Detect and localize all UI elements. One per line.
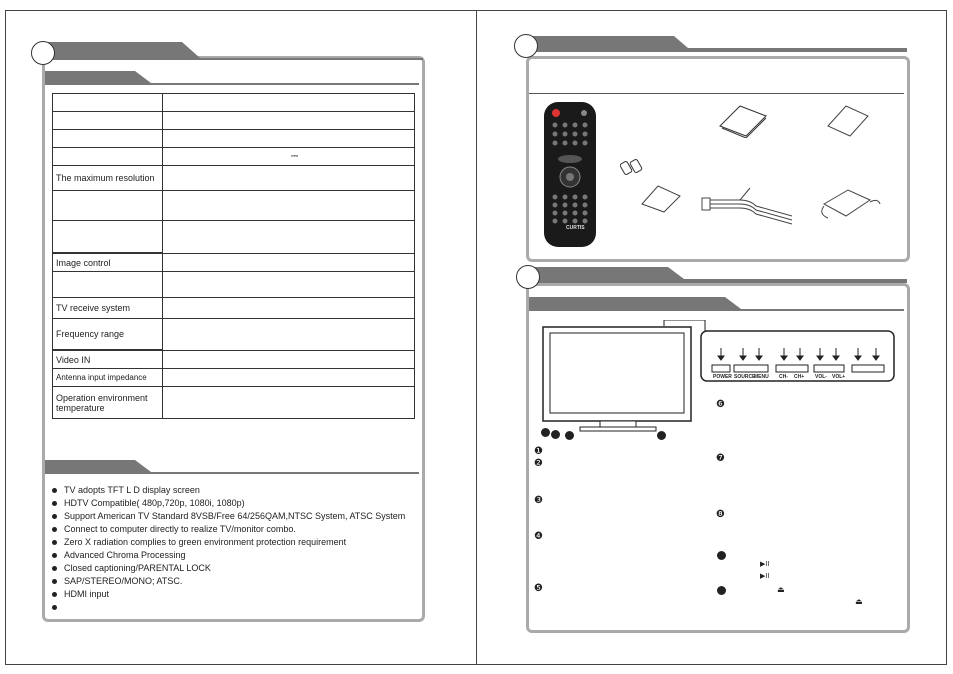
- callout-10: [717, 586, 726, 595]
- callout-1: [541, 428, 550, 437]
- warranty-card-image: [826, 104, 870, 138]
- features-banner: [45, 460, 419, 474]
- section-banner: [526, 267, 907, 283]
- table-row: The maximum resolution: [53, 166, 415, 191]
- batteries-image: [620, 158, 644, 176]
- table-row: Antenna input impedance: [53, 369, 415, 387]
- table-row: Frequency range: [53, 319, 415, 351]
- remote-brand-label: CURTIS: [566, 225, 585, 231]
- play-pause-symbol-1: ▶II: [760, 561, 770, 568]
- list-item: [52, 601, 405, 614]
- dc-symbol: ⎓: [291, 151, 299, 161]
- menu-label: MENU: [754, 374, 769, 380]
- callout-3: [565, 431, 574, 440]
- callout-num-1: ❶: [534, 446, 543, 457]
- accessories-divider: [529, 93, 904, 94]
- list-item: Connect to computer directly to realize TV/monitor combo.: [52, 523, 405, 536]
- section-number-circle: [514, 34, 538, 58]
- ch-minus-label: CH-: [779, 374, 788, 380]
- table-row: [53, 148, 415, 166]
- tv-front-image: [540, 320, 710, 440]
- eject-symbol-1: ⏏: [777, 585, 785, 594]
- section-banner: [526, 36, 907, 52]
- table-row: [53, 112, 415, 130]
- table-row: [53, 221, 415, 254]
- subsection-banner: [45, 71, 419, 85]
- table-row: [53, 191, 415, 221]
- table-row: Operation environment temperature: [53, 387, 415, 419]
- list-item: HDMI input: [52, 588, 405, 601]
- page-divider: [476, 10, 477, 664]
- spec-table: [52, 93, 415, 419]
- section-banner: [42, 40, 423, 60]
- manual-booklet-image: [718, 104, 768, 138]
- section-number-circle: [516, 265, 540, 289]
- list-item: HDTV Compatible( 480p,720p, 1080i, 1080p): [52, 497, 405, 510]
- source-label: SOURCE: [734, 374, 756, 380]
- list-item: SAP/STEREO/MONO; ATSC.: [52, 575, 405, 588]
- table-row: [53, 130, 415, 148]
- callout-4: [657, 431, 666, 440]
- subsection-banner: [529, 297, 904, 311]
- list-item: Zero X radiation complies to green environment protection requirement: [52, 536, 405, 549]
- paper-sheet-image: [640, 184, 684, 214]
- eject-symbol-2: ⏏: [855, 597, 863, 606]
- vol-plus-label: VOL+: [832, 374, 846, 380]
- section-number-circle: [31, 41, 55, 65]
- features-list: [52, 484, 405, 614]
- callout-9: [717, 551, 726, 560]
- table-row: [53, 272, 415, 298]
- callout-num-7: ❼: [716, 453, 725, 464]
- ch-plus-label: CH+: [794, 374, 805, 380]
- callout-2: [551, 430, 560, 439]
- table-row: TV receive system: [53, 298, 415, 319]
- power-adapter-image: [818, 184, 882, 224]
- vol-minus-label: VOL-: [815, 374, 827, 380]
- av-cable-image: [700, 186, 800, 226]
- list-item: Advanced Chroma Processing: [52, 549, 405, 562]
- callout-num-5: ❺: [534, 583, 543, 594]
- callout-num-3: ❸: [534, 495, 543, 506]
- play-pause-symbol-2: ▶II: [760, 573, 770, 580]
- callout-list-left: [534, 446, 543, 595]
- list-item: Closed captioning/PARENTAL LOCK: [52, 562, 405, 575]
- list-item: TV adopts TFT L D display screen: [52, 484, 405, 497]
- list-item: Support American TV Standard 8VSB/Free 64/256QAM,NTSC System, ATSC System: [52, 510, 405, 523]
- table-row: Video IN: [53, 350, 415, 369]
- table-row: [53, 94, 415, 112]
- callout-num-2: ❷: [534, 458, 543, 469]
- callout-list-right: [716, 399, 725, 521]
- power-label: POWER: [713, 374, 732, 380]
- callout-num-4: ❹: [534, 531, 543, 542]
- callout-num-8: ❽: [716, 509, 725, 520]
- table-row: Image control: [53, 253, 415, 272]
- callout-num-6: ❻: [716, 399, 725, 410]
